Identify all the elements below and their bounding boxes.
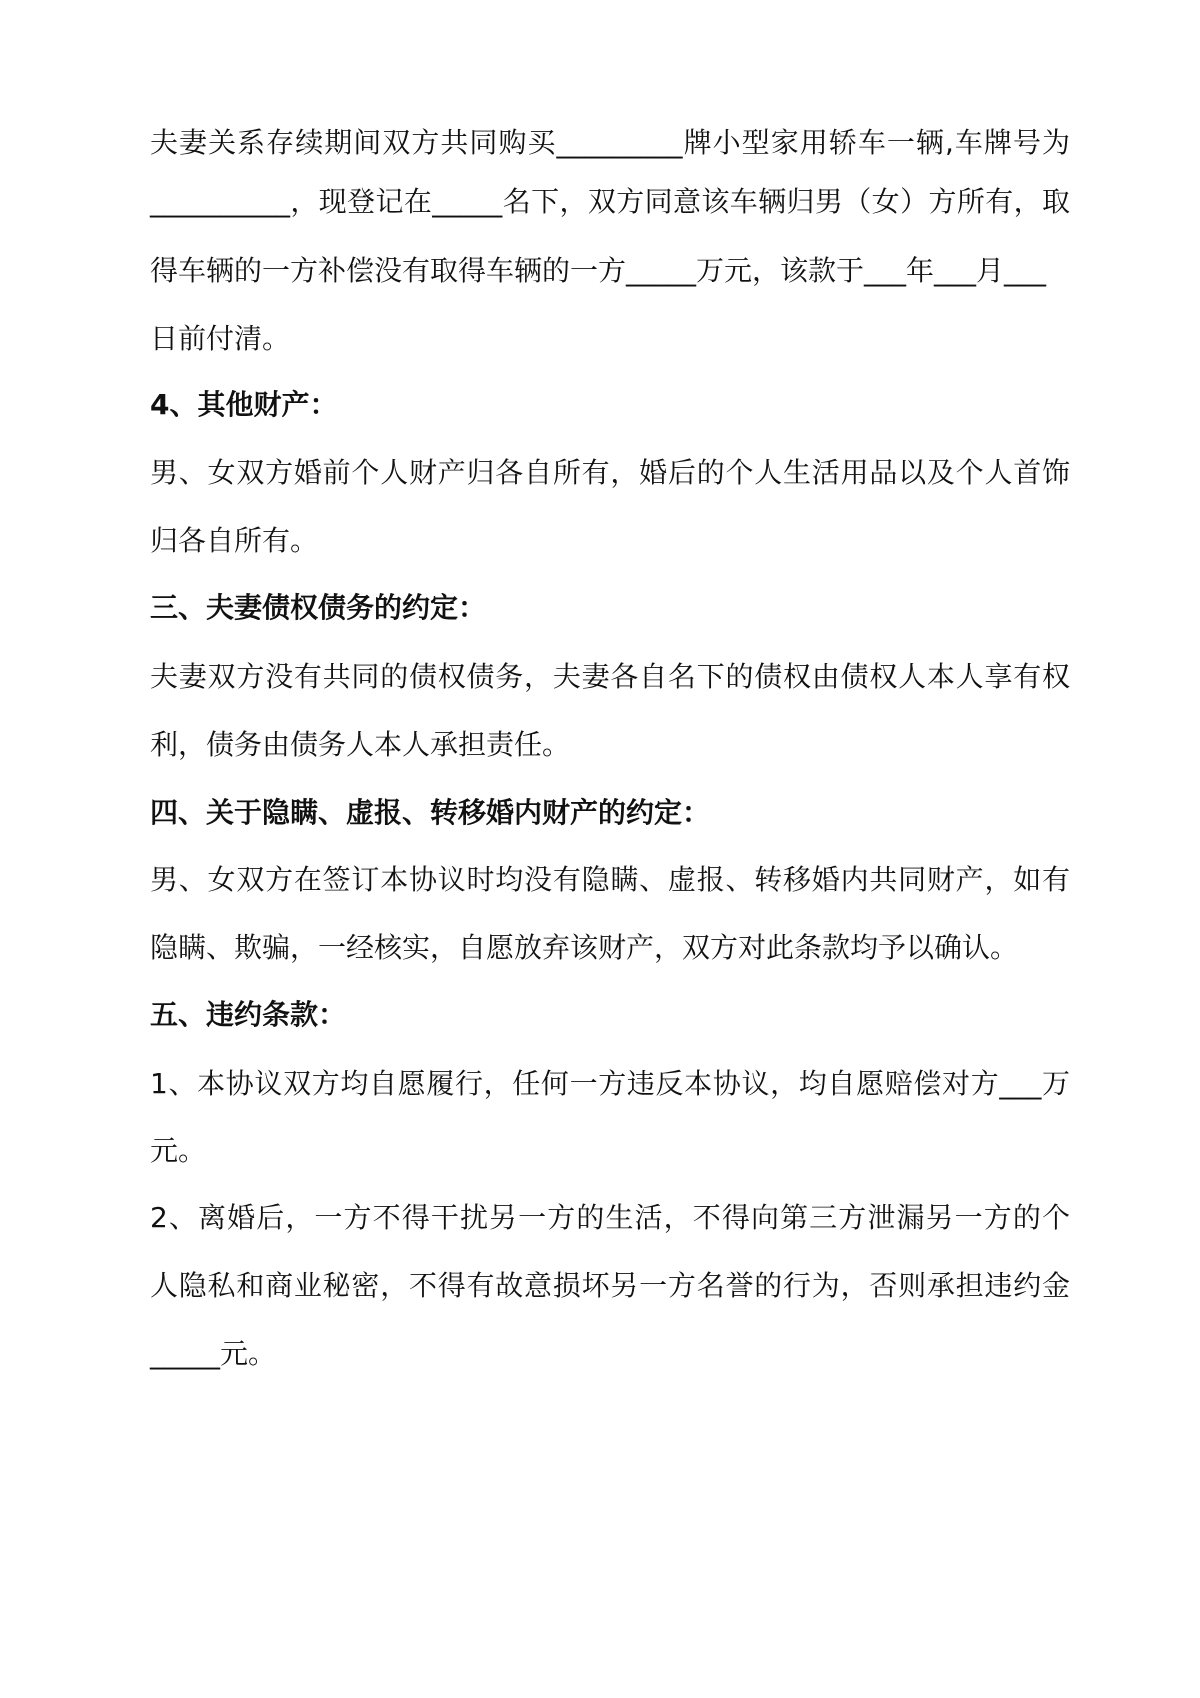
section-heading-concealment: 四、关于隐瞒、虚报、转移婚内财产的约定：	[150, 796, 711, 829]
breach-clause-2-line-3: _____元。	[150, 1337, 277, 1370]
concealment-line-1: 男、女双方在签订本协议时均没有隐瞒、虚报、转移婚内共同财产，如有	[150, 863, 1070, 896]
car-clause-line-4: 日前付清。	[150, 322, 291, 355]
other-property-line-2: 归各自所有。	[150, 524, 319, 557]
breach-clause-2-line-1: 2、离婚后，一方不得干扰另一方的生活，不得向第三方泄漏另一方的个	[150, 1201, 1070, 1234]
car-clause-line-3: 得车辆的一方补偿没有取得车辆的一方_____万元，该款于___年___月___	[150, 254, 1047, 287]
breach-clause-1-line-1: 1、本协议双方均自愿履行，任何一方违反本协议，均自愿赔偿对方___万	[150, 1067, 1070, 1100]
debts-line-1: 夫妻双方没有共同的债权债务，夫妻各自名下的债权由债权人本人享有权	[150, 660, 1070, 693]
debts-line-2: 利，债务由债务人本人承担责任。	[150, 728, 571, 761]
section-heading-breach: 五、违约条款：	[150, 998, 347, 1031]
car-clause-line-2: __________，现登记在_____名下，双方同意该车辆归男（女）方所有，取	[150, 185, 1070, 218]
concealment-line-2: 隐瞒、欺骗，一经核实，自愿放弃该财产，双方对此条款均予以确认。	[150, 931, 1019, 964]
section-heading-other-property: 4、其他财产：	[150, 388, 338, 421]
breach-clause-2-line-2: 人隐私和商业秘密，不得有故意损坏另一方名誉的行为，否则承担违约金	[150, 1269, 1070, 1302]
car-clause-line-1: 夫妻关系存续期间双方共同购买_________牌小型家用轿车一辆,车牌号为	[150, 126, 1070, 159]
breach-clause-1-line-2: 元。	[150, 1134, 207, 1167]
other-property-line-1: 男、女双方婚前个人财产归各自所有，婚后的个人生活用品以及个人首饰	[150, 456, 1070, 489]
section-heading-debts: 三、夫妻债权债务的约定：	[150, 591, 487, 624]
